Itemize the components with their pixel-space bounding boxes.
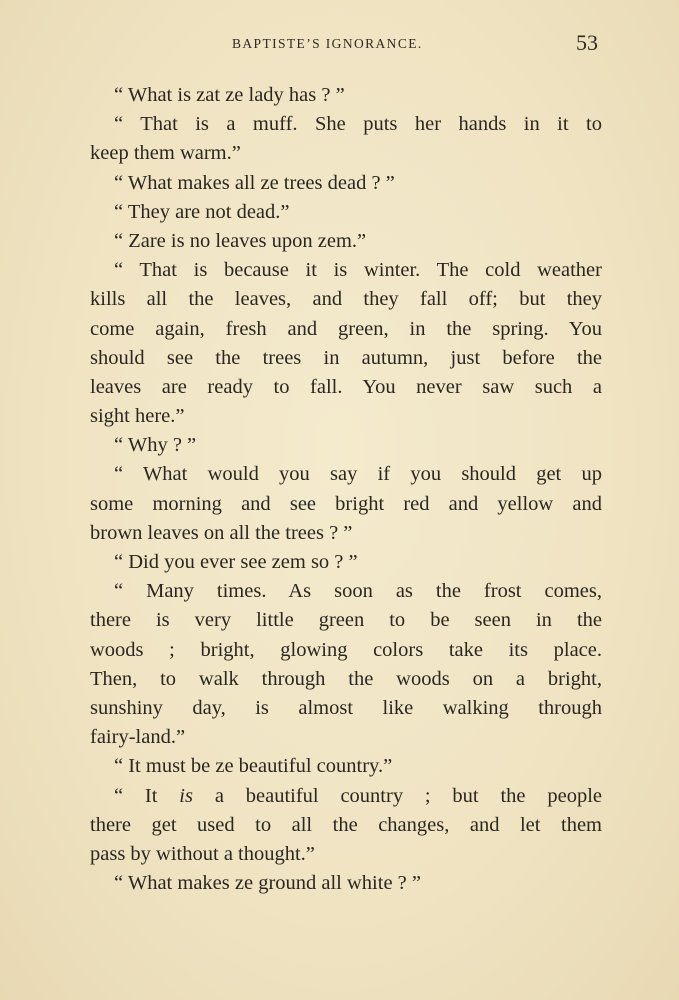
text-line <box>90 782 602 811</box>
text-line: “ That is because it is winter. The cold weather <box>114 259 602 282</box>
text-line: “ They are not dead.” <box>114 200 290 223</box>
text-line: “ Why ? ” <box>114 434 197 457</box>
text-line: “ What is zat ze lady has ? ” <box>114 84 345 106</box>
text-line: sight here.” <box>90 405 185 428</box>
text-line: “ It must be ze beautiful country.” <box>114 755 393 778</box>
text-line: Then, to walk through the woods on a bright, <box>90 667 602 690</box>
text-line: “ What makes ze ground all white ? ” <box>114 872 421 895</box>
text-line: woods ; bright, glowing colors take its place. <box>90 638 602 661</box>
text-line: some morning and see bright red and yellow and <box>90 492 602 515</box>
text-line: should see the trees in autumn, just before the <box>90 346 602 369</box>
text-line: there get used to all the changes, and let them <box>90 813 602 836</box>
text-segment: “ It <box>114 784 180 807</box>
text-line: pass by without a thought.” <box>90 842 315 865</box>
text-line: fairy-land.” <box>90 726 186 749</box>
running-head <box>0 30 679 60</box>
text-line: “ Zare is no leaves upon zem.” <box>114 229 367 252</box>
text-line: keep them warm.” <box>90 142 241 165</box>
text-line: “ Many times. As soon as the frost comes, <box>114 580 602 603</box>
running-title: BAPTISTE’S IGNORANCE. <box>232 36 423 51</box>
text-line: kills all the leaves, and they fall off; but they <box>90 288 602 311</box>
text-line: “ What would you say if you should get up <box>114 463 602 486</box>
text-line: “ Did you ever see zem so ? ” <box>114 551 358 573</box>
text-line: sunshiny day, is almost like walking through <box>90 696 602 719</box>
text-line: there is very little green to be seen in the <box>90 609 602 632</box>
text-line: come again, fresh and green, in the spring. You <box>90 317 602 340</box>
body-text <box>90 81 602 898</box>
text-line: leaves are ready to fall. You never saw such a <box>90 375 602 398</box>
italic-emphasis: is <box>179 784 193 807</box>
text-segment: a beautiful country ; but the people <box>192 784 602 807</box>
page-number: 53 <box>576 30 598 55</box>
text-line: “ What makes all ze trees dead ? ” <box>114 171 395 194</box>
text-line: “ That is a muff. She puts her hands in it to <box>114 113 602 136</box>
text-line: brown leaves on all the trees ? ” <box>90 521 353 544</box>
